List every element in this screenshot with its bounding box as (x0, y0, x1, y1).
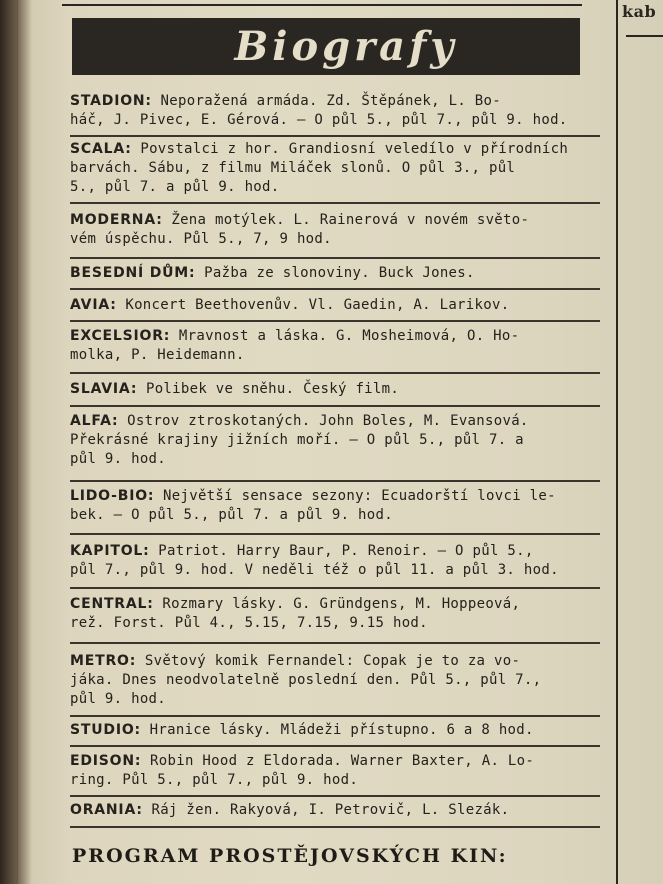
cinema-name: EDISON: (70, 753, 142, 769)
cinema-name: KAPITOL: (70, 543, 150, 559)
separator (70, 480, 600, 482)
cinema-name: ORANIA: (70, 802, 143, 818)
listing-metro (70, 652, 605, 709)
cinema-name: EXCELSIOR: (70, 328, 171, 344)
listing-text: Koncert Beethovenův. Vl. Gaedin, A. Larikov. (116, 297, 510, 313)
listing-kapitol (70, 542, 605, 580)
separator (70, 135, 600, 137)
separator (70, 715, 600, 717)
section-title: Biografy (234, 23, 458, 70)
separator (70, 202, 600, 204)
listing-text: Překrásné krajiny jižních moří. — O půl 5., půl 7. a (70, 432, 524, 448)
listing-moderna (70, 211, 605, 249)
listing-text: Povstalci z hor. Grandiosní veledílo v přírodních (131, 141, 569, 157)
cinema-name: SCALA: (70, 141, 132, 157)
cinema-name: METRO: (70, 653, 137, 669)
separator (70, 320, 600, 322)
listing-text: Hranice lásky. Mládeži přístupno. 6 a 8 hod. (140, 722, 534, 738)
cinema-name: STADION: (70, 93, 152, 109)
listing-text: vém úspěchu. Půl 5., 7, 9 hod. (70, 231, 332, 247)
listing-excelsior (70, 327, 605, 365)
separator (70, 587, 600, 589)
listing-text: bek. — O půl 5., půl 7. a půl 9. hod. (70, 507, 393, 523)
listing-text: Rozmary lásky. G. Gründgens, M. Hoppeová, (153, 596, 521, 612)
listing-studio (70, 721, 605, 740)
listing-text: Ráj žen. Rakyová, I. Petrovič, L. Slezák. (142, 802, 510, 818)
listing-text: molka, P. Heidemann. (70, 347, 245, 363)
adjacent-column-text: kab (622, 2, 657, 21)
listing-text: půl 9. hod. (70, 691, 167, 707)
listing-orania (70, 801, 605, 820)
listing-text: Robin Hood z Eldorada. Warner Baxter, A. Lo- (141, 753, 535, 769)
listing-scala (70, 140, 605, 197)
listing-edison (70, 752, 605, 790)
listing-text: půl 7., půl 9. hod. V neděli též o půl 11. a půl 3. hod. (70, 562, 559, 578)
separator (70, 826, 600, 828)
listing-text: Ostrov ztroskotaných. John Boles, M. Evansová. (118, 413, 529, 429)
listing-text: Neporažená armáda. Zd. Štěpánek, L. Bo- (151, 93, 501, 109)
separator (70, 405, 600, 407)
listing-text: Žena motýlek. L. Rainerová v novém světo- (162, 212, 530, 228)
listing-text: 5., půl 7. a půl 9. hod. (70, 179, 280, 195)
separator (70, 533, 600, 535)
listing-text: háč, J. Pivec, E. Gérová. — O půl 5., půl 7., půl 9. hod. (70, 112, 568, 128)
cinema-name: SLAVIA: (70, 381, 138, 397)
column-rule-top (62, 4, 582, 6)
next-section-title: PROGRAM PROSTĚJOVSKÝCH KIN: (72, 845, 508, 867)
cinema-name: MODERNA: (70, 212, 163, 228)
cinema-name: LIDO-BIO: (70, 488, 155, 504)
cinema-name: ALFA: (70, 413, 119, 429)
listing-text: barvách. Sábu, z filmu Miláček slonů. O půl 3., půl (70, 160, 516, 176)
listing-stadion (70, 92, 605, 130)
separator (70, 745, 600, 747)
cinema-name: AVIA: (70, 297, 117, 313)
listing-text: Mravnost a láska. G. Mosheimová, O. Ho- (170, 328, 520, 344)
listing-central (70, 595, 605, 633)
cinema-name: STUDIO: (70, 722, 141, 738)
listing-text: půl 9. hod. (70, 451, 167, 467)
listing-alfa (70, 412, 605, 469)
separator (70, 642, 600, 644)
separator (70, 288, 600, 290)
listing-avia (70, 296, 605, 315)
listing-slavia (70, 380, 605, 399)
cinema-name: CENTRAL: (70, 596, 154, 612)
listing-text: Světový komik Fernandel: Copak je to za vo- (136, 653, 521, 669)
listing-text: Patriot. Harry Baur, P. Renoir. — O půl 5., (149, 543, 534, 559)
listing-text: Polibek ve sněhu. Český film. (137, 381, 400, 397)
separator (70, 257, 600, 259)
listing-text: jáka. Dnes neodvolatelně poslední den. Půl 5., půl 7., (70, 672, 542, 688)
listing-besedni-dum (70, 264, 605, 283)
listing-lido-bio (70, 487, 605, 525)
listing-text: ring. Půl 5., půl 7., půl 9. hod. (70, 772, 359, 788)
listing-text: Největší sensace sezony: Ecuadorští lovci le- (154, 488, 556, 504)
cinema-name: BESEDNÍ DŮM: (70, 265, 196, 281)
page-binding-shadow (0, 0, 32, 884)
separator (70, 795, 600, 797)
column-rule-right (616, 0, 618, 884)
listing-text: rež. Forst. Půl 4., 5.15, 7.15, 9.15 hod. (70, 615, 428, 631)
column-rule-right-top (626, 35, 663, 37)
listing-text: Pažba ze slonoviny. Buck Jones. (195, 265, 475, 281)
separator (70, 372, 600, 374)
